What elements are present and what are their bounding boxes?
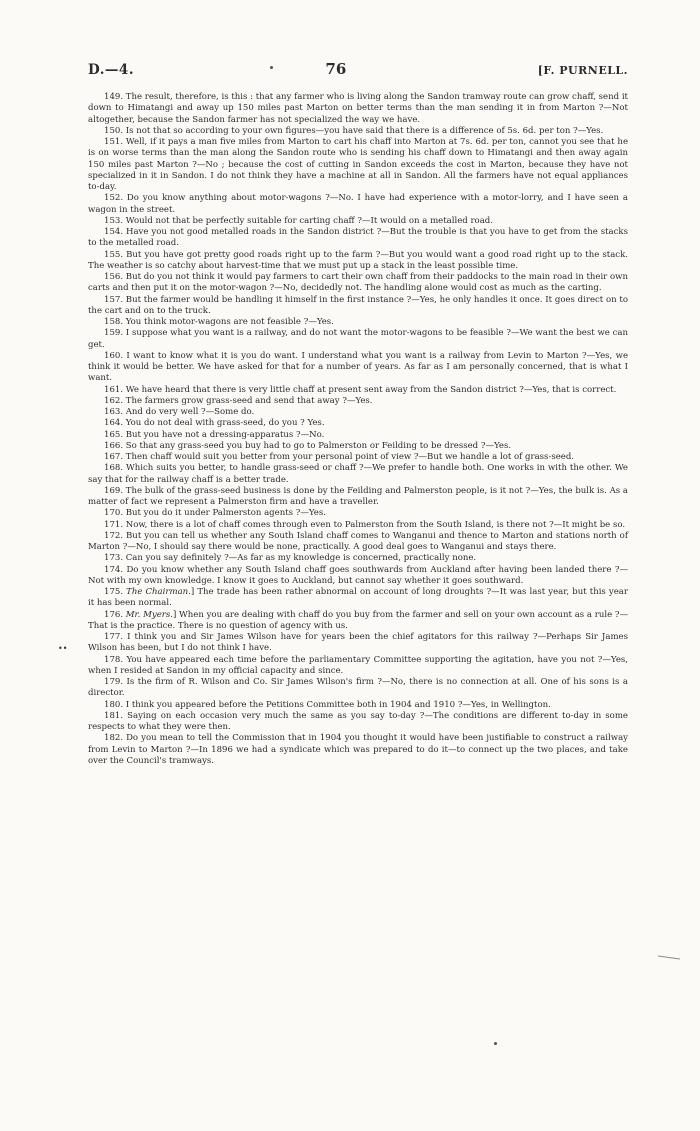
question-173: 173. Can you say definitely ?—As far as my knowledge is concerned, practically none. <box>104 553 477 564</box>
question-161: 161. We have heard that there is very little chaff at present sent away from the Sandon district ?—Yes, that is correct. <box>104 384 617 395</box>
question-171: 171. Now, there is a lot of chaff comes through even to Palmerston from the South Island, is there not ?—It might be so. <box>104 519 626 530</box>
document-code: D.—4. <box>88 62 135 78</box>
question-182: 182. Do you mean to tell the Commission that in 1904 you thought it would have been justifiable to construct a railway from Levin to Marton ?—In 1896 we had a syndicate which was prepared to do it—to connect up the two places, and take over the Council's tramways. <box>88 733 628 766</box>
question-153: 153. Would not that be perfectly suitable for carting chaff ?—It would on a metalled road. <box>104 215 493 226</box>
question-157: 157. But the farmer would be handling it himself in the first instance ?—Yes, he only handles it once. It goes direct on to the cart and on to the truck. <box>88 294 628 316</box>
question-169: 169. The bulk of the grass-seed business is done by the Feilding and Palmerston people, is it not ?—Yes, the bulk is. As a matter of fact we represent a Palmerston firm and have a traveller. <box>88 485 628 507</box>
question-156: 156. But do you not think it would pay farmers to cart their own chaff from their paddocks to the main road in their own carts and then put it on the motor-wagon ?—No, decidedly not. The handling alone would cost as much as the carting. <box>88 272 628 294</box>
question-160: 160. I want to know what it is you do want. I understand what you want is a railway from Levin to Marton ?—Yes, we think it would be better. We have asked for that for a number of years. As far as I am personally concerned, that is what I want. <box>88 350 628 384</box>
page-number: 76 <box>325 60 347 78</box>
question-158: 158. You think motor-wagons are not feasible ?—Yes. <box>104 317 334 327</box>
question-177: 177. I think you and Sir James Wilson have for years been the chief agitators for this railway ?—Perhaps Sir James Wilson has been, but I do not think I have. <box>88 632 628 654</box>
question-162: 162. The farmers grow grass-seed and send that away ?—Yes. <box>104 395 373 406</box>
question-164: 164. You do not deal with grass-seed, do you ? Yes. <box>104 418 325 429</box>
question-170: 170. But you do it under Palmerston agents ?—Yes. <box>104 508 326 519</box>
question-149: 149. The result, therefore, is this : that any farmer who is living along the Sandon tramway route can grow chaff, send it down to Himatangi and away up 150 miles past Marton on better terms than the man sending it in from Marton ?—Not altogether, because the Sandon farmer has not specialized the way we have. <box>88 92 628 125</box>
question-176: 176. Mr. Myers.] When you are dealing with chaff do you buy from the farmer and sell on your own account as a rule ?—That is the practice. There is no question of agency with us. <box>88 609 628 631</box>
question-172: 172. But you can tell us whether any South Island chaff comes to Wanganui and thence to Marton and stations north of Marton ?—No, I should say there would be none, practically. A good deal goes to Wanganui and stays there. <box>88 530 628 552</box>
question-150: 150. Is not that so according to your own figures—you have said that there is a difference of 5s. 6d. per ton ?—Yes. <box>104 125 604 136</box>
question-165: 165. But you have not a dressing-apparatus ?—No. <box>104 429 325 440</box>
question-154: 154. Have you not good metalled roads in the Sandon district ?—But the trouble is that you have to get from the stacks to the metalled road. <box>88 227 628 249</box>
question-155: 155. But you have got pretty good roads right up to the farm ?—But you would want a good road right up to the stack. The weather is so catchy about harvest-time that we must put up a stack in the least possible time. <box>88 249 628 271</box>
page-header <box>88 60 628 78</box>
question-166: 166. So that any grass-seed you buy had to go to Palmerston or Feilding to be dressed ?—Yes. <box>104 440 512 451</box>
question-159: 159. I suppose what you want is a railway, and do not want the motor-wagons to be feasible ?—We want the best we can get. <box>88 328 628 350</box>
speaker-name: Mr. Myers. <box>125 609 173 620</box>
question-178: 178. You have appeared each time before the parliamentary Committee supporting the agitation, have you not ?—Yes, when I resided at Sandon in my official capacity and since. <box>88 654 628 676</box>
question-174: 174. Do you know whether any South Island chaff goes southwards from Auckland after having been landed there ?—Not with my own knowledge. I know it goes to Auckland, but cannot say whether it goes southward. <box>88 564 628 586</box>
margin-mark: •• <box>58 644 68 653</box>
witness-name: [F. PURNELL. <box>537 64 628 77</box>
question-151: 151. Well, if it pays a man five miles from Marton to cart his chaff into Marton at 7s. 6d. per ton, cannot you see that he is on worse terms than the man along the Sandon route who is sending his chaff down to Himatangi and then away again 150 miles past Marton ?—No ; because the cost of cutting in Sandon exceeds the cost in Marton, because they have not specialized in it in Sandon. I do not think they have a machine at all in Sandon. All the farmers have not equal appliances to-day. <box>88 137 628 192</box>
question-179: 179. Is the firm of R. Wilson and Co. Sir James Wilson's firm ?—No, there is no connection at all. One of his sons is a director. <box>88 677 628 699</box>
question-181: 181. Saying on each occasion very much the same as you say to-day ?—The conditions are different to-day in some respects to what they were then. <box>88 710 628 732</box>
speaker-name: The Chairman. <box>126 587 191 597</box>
ink-dot-bottom <box>494 1042 497 1045</box>
question-152: 152. Do you know anything about motor-wagons ?—No. I have had experience with a motor-lorry, and I have seen a wagon in the street. <box>88 193 628 215</box>
question-163: 163. And do very well ?—Some do. <box>104 407 255 417</box>
question-175: 175. The Chairman.] The trade has been rather abnormal on account of long droughts ?—It was last year, but this year it has been normal. <box>88 587 628 609</box>
question-167: 167. Then chaff would suit you better from your personal point of view ?—But we handle a lot of grass-seed. <box>104 452 575 462</box>
question-180: 180. I think you appeared before the Petitions Committee both in 1904 and 1910 ?—Yes, in Wellington. <box>104 699 551 710</box>
question-168: 168. Which suits you better, to handle grass-seed or chaff ?—We prefer to handle both. One works in with the other. We say that for the railway chaff is a better trade. <box>88 463 628 485</box>
document-page <box>88 60 628 767</box>
testimony-body <box>88 92 628 767</box>
pencil-stroke <box>658 955 680 959</box>
